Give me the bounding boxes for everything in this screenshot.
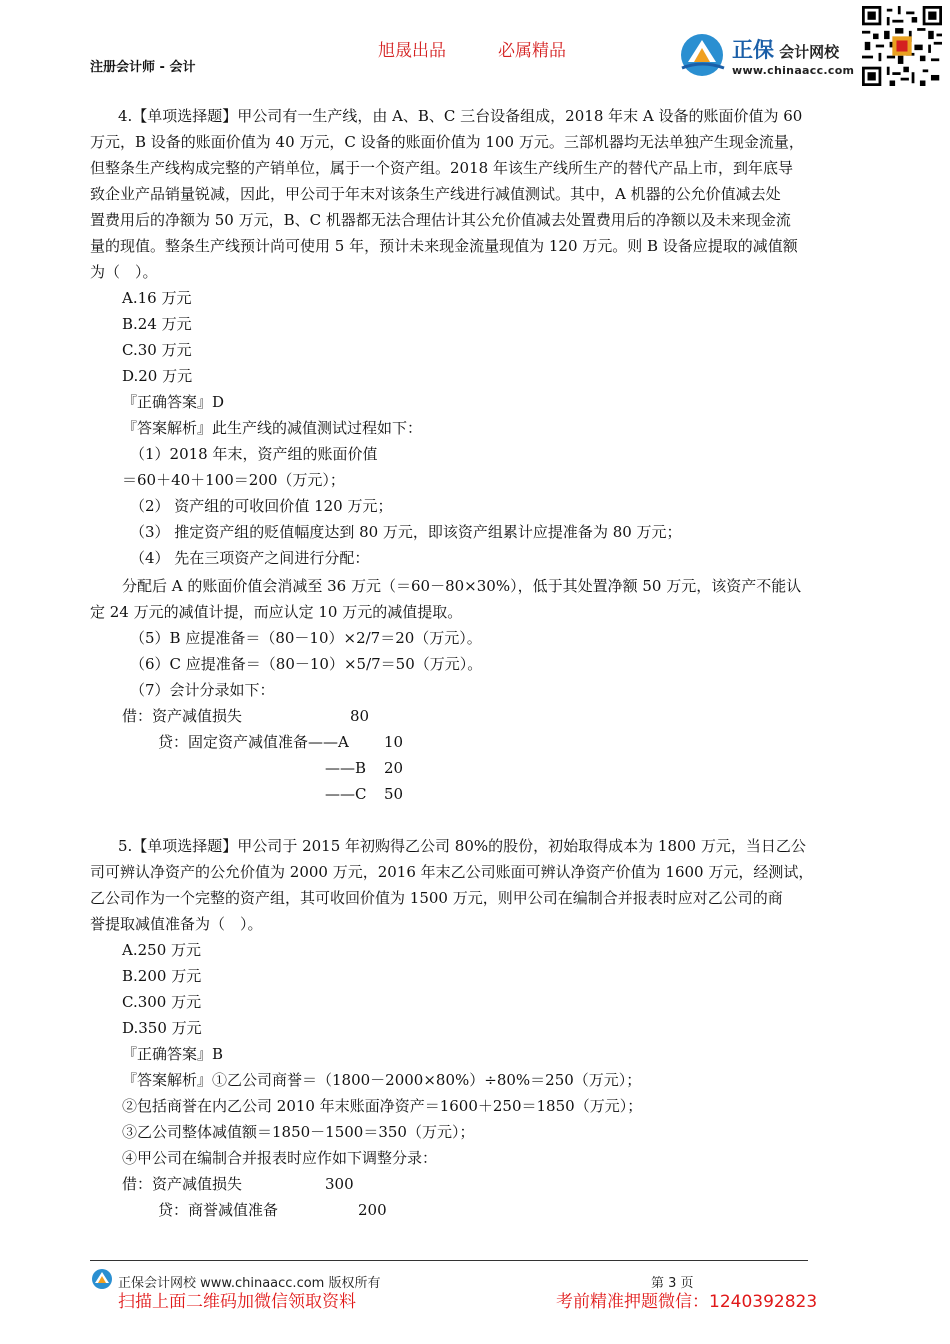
qr-code-icon (862, 6, 942, 86)
q5-stem-line-3: 乙公司作为一个完整的资产组，其可收回价值为 1500 万元，则甲公司在编制合并报表时应对乙公司的商 (90, 889, 783, 907)
q4-analysis-line-9: （5）B 应提准备＝（80－10）×2/7＝20（万元）。 (130, 629, 482, 647)
q4-entry-credit-c-amount: 50 (384, 785, 404, 803)
chinaacc-logo-icon (678, 32, 730, 78)
q4-option-b: B.24 万元 (122, 315, 192, 333)
q4-analysis-line-5: （3） 推定资产组的贬值幅度达到 80 万元，即该资产组累计应提准备为 80 万元； (130, 523, 682, 541)
q5-entry-credit-amount: 200 (358, 1201, 387, 1219)
q4-analysis-line-11: （7）会计分录如下： (130, 681, 275, 699)
brand-left-text: 旭晟出品 (378, 41, 446, 61)
q4-analysis-line-2: （1）2018 年末，资产组的账面价值 (130, 445, 378, 463)
footer-copyright: 正保会计网校 www.chinaacc.com 版权所有 (118, 1276, 381, 1291)
promo-left-text: 扫描上面二维码加微信领取资料 (118, 1292, 356, 1312)
q4-entry-credit-a-label: 贷：固定资产减值准备——A (158, 733, 349, 751)
q5-stem-line-1: 5.【单项选择题】甲公司于 2015 年初购得乙公司 80%的股份，初始取得成本为 1800 万元，当日乙公 (118, 837, 806, 855)
promo-right-text: 考前精准押题微信：1240392823 (556, 1292, 818, 1312)
q5-answer: 『正确答案』B (122, 1045, 224, 1063)
q4-analysis-line-7: 分配后 A 的账面价值会消减至 36 万元（＝60－80×30%），低于其处置净额 50 万元，该资产不能认 (122, 577, 802, 595)
q4-stem-line-6: 量的现值。整条生产线预计尚可使用 5 年，预计未来现金流量现值为 120 万元。则 B 设备应提取的减值额 (90, 237, 798, 255)
q4-option-c: C.30 万元 (122, 341, 192, 359)
footer-page-number: 第 3 页 (651, 1276, 694, 1291)
logo-name: 正保 (732, 38, 774, 62)
q5-stem-line-4: 誉提取减值准备为（ ）。 (90, 915, 263, 933)
q4-stem-line-7: 为（ ）。 (90, 263, 158, 281)
footer-divider (90, 1260, 808, 1261)
q4-stem-line-1: 4.【单项选择题】甲公司有一生产线，由 A、B、C 三台设备组成，2018 年末 A 设备的账面价值为 60 (118, 107, 803, 125)
logo-text (732, 34, 854, 77)
q4-entry-credit-b-label: ——B (325, 759, 367, 777)
q4-stem-line-3: 但整条生产线构成完整的产销单位，属于一个资产组。2018 年该生产线所生产的替代产品上市，到年底导 (90, 159, 793, 177)
q4-stem-line-4: 致企业产品销量锐减，因此，甲公司于年末对该条生产线进行减值测试。其中，A 机器的公允价值减去处 (90, 185, 781, 203)
q5-stem-line-2: 司可辨认净资产的公允价值为 2000 万元，2016 年末乙公司账面可辨认净资产价值为 1600 万元，经测试， (90, 863, 814, 881)
q4-analysis-line-10: （6）C 应提准备＝（80－10）×5/7＝50（万元）。 (130, 655, 483, 673)
logo-sub: 会计网校 (779, 43, 840, 61)
q5-entry-debit-amount: 300 (325, 1175, 354, 1193)
brand-right-text: 必属精品 (498, 41, 566, 61)
q5-analysis-line-4: ④甲公司在编制合并报表时应作如下调整分录： (122, 1149, 438, 1167)
q4-analysis-line-3: ＝60＋40＋100＝200（万元）； (122, 471, 345, 489)
q5-option-d: D.350 万元 (122, 1019, 202, 1037)
q5-analysis-line-1: 『答案解析』①乙公司商誉＝（1800－2000×80%）÷80%＝250（万元）； (122, 1071, 642, 1089)
q4-option-a: A.16 万元 (122, 289, 192, 307)
q4-option-d: D.20 万元 (122, 367, 193, 385)
q5-option-a: A.250 万元 (122, 941, 201, 959)
q5-entry-credit-label: 贷：商誉减值准备 (158, 1201, 279, 1219)
q5-analysis-line-2: ②包括商誉在内乙公司 2010 年末账面净资产＝1600＋250＝1850（万元）； (122, 1097, 643, 1115)
q5-analysis-line-3: ③乙公司整体减值额＝1850－1500＝350（万元）； (122, 1123, 475, 1141)
q4-entry-credit-b-amount: 20 (384, 759, 404, 777)
q4-analysis-line-6: （4） 先在三项资产之间进行分配： (130, 549, 370, 567)
q5-entry-debit-label: 借：资产减值损失 (122, 1175, 243, 1193)
q5-option-c: C.300 万元 (122, 993, 202, 1011)
footer-logo-icon (91, 1268, 115, 1290)
q4-stem-line-5: 置费用后的净额为 50 万元，B、C 机器都无法合理估计其公允价值减去处置费用后的净额以及未来现金流 (90, 211, 791, 229)
q4-entry-credit-c-label: ——C (325, 785, 367, 803)
subject-title: 注册会计师 - 会计 (90, 60, 196, 75)
q4-entry-credit-a-amount: 10 (384, 733, 404, 751)
q4-analysis-line-8: 定 24 万元的减值计提，而应认定 10 万元的减值提取。 (90, 603, 463, 621)
q4-analysis-line-4: （2） 资产组的可收回价值 120 万元； (130, 497, 393, 515)
logo-url: www.chinaacc.com (732, 64, 855, 77)
q4-analysis-line-1: 『答案解析』此生产线的减值测试过程如下： (122, 419, 423, 437)
q4-entry-debit-amount: 80 (350, 707, 370, 725)
q4-entry-debit-label: 借：资产减值损失 (122, 707, 243, 725)
q5-option-b: B.200 万元 (122, 967, 202, 985)
q4-stem-line-2: 万元，B 设备的账面价值为 40 万元，C 设备的账面价值为 100 万元。三部机器均无法单独产生现金流量， (90, 133, 804, 151)
q4-answer: 『正确答案』D (122, 393, 225, 411)
